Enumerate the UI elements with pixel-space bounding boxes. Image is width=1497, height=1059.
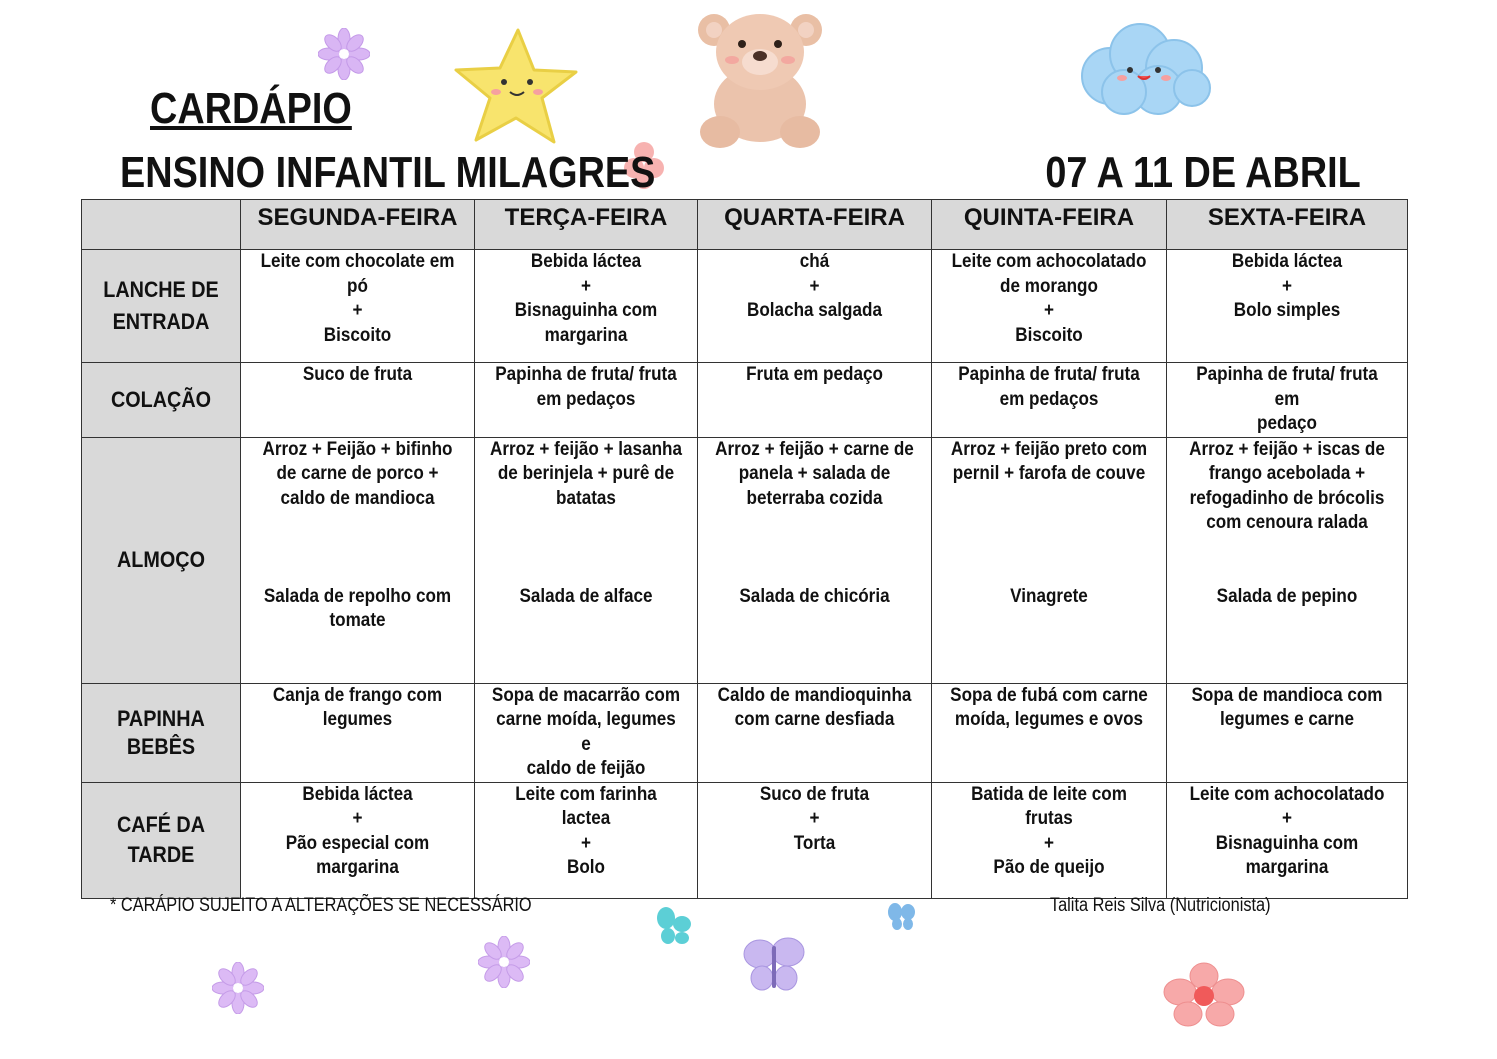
salad-text: Salada de pepino	[1216, 585, 1358, 607]
table-row	[82, 782, 1408, 898]
butterfly-icon	[654, 906, 694, 948]
menu-cell	[932, 782, 1167, 898]
table-row	[82, 250, 1408, 363]
menu-cell-text: Fruta em pedaço	[746, 364, 883, 385]
menu-cell	[241, 683, 475, 782]
disclaimer-note: * CARÁPIO SUJEITO A ALTERAÇÕES SE NECESSÁRIO	[110, 895, 532, 916]
salad-text: Salada de repolho com tomate	[263, 585, 452, 631]
star-icon	[452, 26, 580, 150]
day-header: SEGUNDA-FEIRA	[241, 200, 475, 250]
teddy-bear-icon	[690, 4, 830, 150]
menu-cell-text: Sopa de macarrão com carne moída, legumes e caldo de feijão	[491, 684, 681, 779]
menu-cell-text: Sopa de mandioca com legumes e carne	[1191, 684, 1383, 730]
menu-cell	[1167, 782, 1408, 898]
menu-cell-text: Papinha de fruta/ fruta em pedaço	[1196, 364, 1378, 434]
menu-cell	[698, 363, 932, 438]
menu-cell	[475, 782, 698, 898]
main-dish-text: Arroz + feijão + carne de panela + salada de beterraba cozida	[715, 438, 914, 509]
menu-table	[81, 199, 1408, 899]
menu-cell	[475, 683, 698, 782]
salad-text: Vinagrete	[1010, 585, 1088, 607]
menu-cell-text: Leite com chocolate em pó + Biscoito	[260, 251, 455, 346]
menu-cell-text: Bebida láctea + Pão especial com margarina	[285, 783, 430, 878]
row-label	[82, 683, 241, 782]
menu-cell	[1167, 437, 1408, 683]
menu-cell-text: Suco de fruta	[302, 364, 413, 385]
row-label-text: COLAÇÃO	[110, 386, 212, 412]
row-label	[82, 782, 241, 898]
menu-cell-text: Leite com farinha lactea + Bolo	[515, 783, 657, 878]
salad-text: Salada de alface	[519, 585, 653, 607]
flower-icon	[212, 962, 264, 1014]
menu-cell	[241, 782, 475, 898]
flower-icon	[318, 28, 370, 80]
menu-cell	[932, 250, 1167, 363]
row-label	[82, 363, 241, 438]
main-dish-text: Arroz + Feijão + bifinho de carne de porco + caldo de mandioca	[262, 438, 453, 509]
menu-cell-text: Bebida láctea + Bolo simples	[1231, 251, 1343, 321]
menu-cell	[698, 437, 932, 683]
table-row	[82, 437, 1408, 683]
nutritionist-signature: Talita Reis Silva (Nutricionista)	[1050, 895, 1271, 916]
day-header: QUARTA-FEIRA	[698, 200, 932, 250]
table-row	[82, 363, 1408, 438]
flower-icon	[478, 936, 530, 988]
menu-cell	[698, 683, 932, 782]
menu-cell-text: Sopa de fubá com carne moída, legumes e ovos	[950, 684, 1148, 730]
menu-cell	[698, 782, 932, 898]
main-dish-text: Arroz + feijão preto com pernil + farofa de couve	[950, 438, 1148, 484]
menu-cell	[475, 437, 698, 683]
row-label-text: ALMOÇO	[116, 547, 205, 572]
day-header: SEXTA-FEIRA	[1167, 200, 1408, 250]
salad-text: Salada de chicória	[739, 585, 890, 607]
menu-cell	[241, 363, 475, 438]
menu-cell-text: Leite com achocolatado de morango + Biscoito	[951, 251, 1147, 346]
menu-cell-text: Caldo de mandioquinha com carne desfiada	[717, 684, 912, 730]
menu-cell-text: Papinha de fruta/ fruta em pedaços	[495, 364, 677, 410]
day-header: QUINTA-FEIRA	[932, 200, 1167, 250]
school-name: ENSINO INFANTIL MILAGRES	[120, 148, 656, 197]
row-label-text: PAPINHA BEBÊS	[117, 705, 205, 759]
menu-cell	[698, 250, 932, 363]
cloud-icon	[1074, 18, 1212, 118]
menu-cell-text: Papinha de fruta/ fruta em pedaços	[958, 364, 1140, 410]
menu-cell	[1167, 683, 1408, 782]
menu-cell	[932, 683, 1167, 782]
menu-cell	[475, 250, 698, 363]
menu-cell	[932, 437, 1167, 683]
date-range: 07 A 11 DE ABRIL	[1045, 148, 1361, 197]
day-header: TERÇA-FEIRA	[475, 200, 698, 250]
row-label	[82, 250, 241, 363]
menu-cell	[475, 363, 698, 438]
row-label	[82, 437, 241, 683]
menu-cell-text: Leite com achocolatado + Bisnaguinha com margarina	[1189, 783, 1385, 878]
menu-cell	[1167, 250, 1408, 363]
menu-cell-text: Batida de leite com frutas + Pão de queijo	[971, 783, 1127, 878]
main-dish-text: Arroz + feijão + iscas de frango acebolada + refogadinho de brócolis com cenoura ralada	[1189, 438, 1385, 533]
butterfly-icon	[886, 902, 918, 932]
menu-cell-text: Canja de frango com legumes	[272, 684, 443, 730]
menu-cell	[1167, 363, 1408, 438]
menu-cell-text: Suco de fruta + Torta	[759, 783, 870, 854]
table-row	[82, 683, 1408, 782]
menu-cell-text: Bebida láctea + Bisnaguinha com margarina	[514, 251, 658, 346]
menu-cell	[241, 437, 475, 683]
table-header-row	[82, 200, 1408, 250]
row-label-text: LANCHE DE ENTRADA	[103, 277, 219, 334]
menu-cell	[241, 250, 475, 363]
row-label-text: CAFÉ DA TARDE	[116, 812, 206, 867]
menu-cell	[932, 363, 1167, 438]
header-corner	[82, 200, 241, 250]
page-title: CARDÁPIO	[150, 84, 352, 133]
main-dish-text: Arroz + feijão + lasanha de berinjela + purê de batatas	[490, 438, 682, 509]
butterfly-icon	[740, 936, 808, 996]
menu-cell-text: chá + Bolacha salgada	[747, 251, 882, 321]
flower-icon	[1160, 962, 1248, 1030]
